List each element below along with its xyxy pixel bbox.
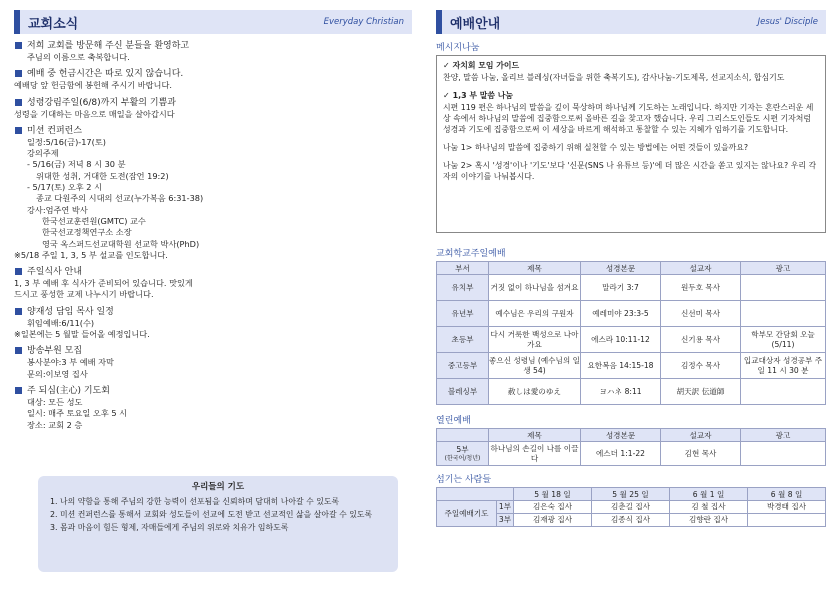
table-row: 블레싱부 赦しは愛のゆえ ヨハネ 8:11 胡天訳 伝道師 <box>437 379 826 405</box>
check-icon: ✓ <box>443 61 450 70</box>
check-icon: ✓ <box>443 91 450 100</box>
school-table <box>436 261 826 405</box>
table-row: 유년부 예수님은 우리의 구원자 예레미야 23:3-5 신선미 목사 <box>437 301 826 327</box>
table-row: 초등부 다시 거룩한 백성으로 나아가요 에스라 10:11-12 신기용 목사 학부모 간담회 오늘(5/11) <box>437 327 826 353</box>
guide-title: 자치회 모임 가이드 <box>452 61 520 70</box>
message-section-title: 메시지나눔 <box>436 43 480 53</box>
table-header: 6 월 1 일 <box>670 488 748 501</box>
news-subtitle: Everyday Christian <box>323 17 404 27</box>
worship-title: 예배안내 <box>450 16 501 32</box>
bullet-square-icon <box>15 42 22 49</box>
open-section-title: 열린예배 <box>436 416 471 426</box>
bullet-square-icon <box>15 387 22 394</box>
table-row: 유치부 거짓 없이 하나님을 섬겨요 말라기 3:7 원두호 목사 <box>437 275 826 301</box>
message-box <box>436 55 826 233</box>
table-row: 5부 (한국어/청년) 하나님의 손길이 나를 이끌다 에스더 1:1-22 김현 목사 <box>437 442 826 466</box>
prayer-title: 우리들의 기도 <box>191 482 245 492</box>
news-item-mission-conference: 미션 컨퍼런스 일정:5/16(금)-17(토) 강의주제 - 5/16(금) 저녁 8 시 30 분 위대한 성취, 거대한 도전(잠언 19:2) - 5/17(토) 오후 2 시 종교 다원주의 시대의 선교(누가복음 6:31-38) 강사:엄주연 박사 한국선교훈련원(GMTC) 교수 한국선교정책연구소 소장 영국 옥스퍼드선교대학원 선교학 박사(PhD) ※5/18 주일 1, 3, 5 부 설교를 인도합니다. <box>14 125 204 260</box>
verse-title: 1,3 부 말씀 나눔 <box>452 91 513 100</box>
question-2: 나눔 2> 혹시 '성경'이나 '기도'보다 '신문(SNS 나 유튜브 등)'에 더 많은 시간을 쏟고 있지는 않나요? 우리 각자의 이야기를 나눠봅시다. <box>443 161 817 181</box>
table-header <box>437 429 489 442</box>
table-header: 성경본문 <box>581 262 661 275</box>
bullet-square-icon <box>15 70 22 77</box>
worship-header <box>436 10 826 34</box>
verse-text: 시편 119 편은 하나님의 말씀을 깊이 묵상하며 하나님께 기도하는 노래입니다. 하지만 기자는 혼란스러운 세상 속에서 하나님의 말씀에 집중함으로써 올바른 길을 찾고자 했습니다. 우리 그리스도인들도 시편 기자처럼 성경과 기도에 집중함으로써 이 세상을 바르게 해석하고 통찰할 수 있는 지혜가 임하기를 기도합니다. <box>443 103 814 134</box>
school-section-title: 교회학교주일예배 <box>436 249 506 259</box>
table-header: 6 월 8 일 <box>748 488 826 501</box>
table-header: 5 월 25 일 <box>592 488 670 501</box>
table-header: 제목 <box>489 262 581 275</box>
table-header: 5 월 18 일 <box>514 488 592 501</box>
worship-guide <box>436 40 826 527</box>
bullet-square-icon <box>15 308 22 315</box>
table-header: 설교자 <box>661 262 741 275</box>
servers-table <box>436 487 826 527</box>
news-item-pentecost: 성령강림주일(6/8)까지 부활의 기쁨과 성령을 기대하는 마음으로 매일을 살아갑시다 <box>14 97 176 119</box>
bullet-square-icon <box>15 99 22 106</box>
news-header <box>14 10 412 34</box>
table-row: 주일예배기도 1부 김은숙 집사 김춘길 집사 김 철 집사 박경태 집사 <box>437 501 826 514</box>
table-header: 제목 <box>489 429 581 442</box>
table-header: 설교자 <box>661 429 741 442</box>
table-header: 성경본문 <box>581 429 661 442</box>
news-item-pastor-schedule: 양재성 담임 목사 일정 휘임예배:6/11(수) ※일본에는 5 월말 들어올 예정입니다. <box>14 306 150 340</box>
servers-section-title: 섬기는 사람들 <box>436 475 492 485</box>
table-row: 중고등부 좋으신 성령님 (예수님의 일생 54) 요한복음 14:15-18 김정수 목사 입교대상자 성경공부 주일 11 시 30 분 <box>437 353 826 379</box>
open-worship-table <box>436 428 826 466</box>
church-news <box>14 40 414 436</box>
news-item-offering: 예배 중 헌금시간은 따로 있지 않습니다. 예배당 앞 헌금함에 봉헌해 주시기 바랍니다. <box>14 69 184 91</box>
table-header: 광고 <box>741 262 826 275</box>
news-item-meal: 주일식사 안내 1, 3 부 예배 후 식사가 준비되어 있습니다. 맛있게 드시고 풍성한 교제 나누시기 바랍니다. <box>14 267 193 300</box>
worship-subtitle: Jesus' Disciple <box>757 17 818 27</box>
bullet-square-icon <box>15 347 22 354</box>
table-header: 부서 <box>437 262 489 275</box>
prayer-item: 2. 미션 컨퍼런스를 통해서 교회와 성도들이 선교에 도전 받고 선교적인 삶을 살아갈 수 있도록 <box>50 510 373 519</box>
prayer-item: 3. 몸과 마음이 힘든 형제, 자매들에게 주님의 위로와 치유가 임하도록 <box>50 523 289 532</box>
prayer-box <box>38 476 398 572</box>
prayer-item: 1. 나의 약함을 통해 주님의 강한 능력이 선포됨을 신뢰하며 담대히 나아갈 수 있도록 <box>50 497 340 506</box>
news-item-broadcast: 방송부원 모집 봉사분야:3 부 예배 자막 문의:이보영 집사 <box>14 345 414 380</box>
table-row: 3부 김재광 집사 김종식 집사 김향란 집사 <box>437 514 826 527</box>
table-header: 광고 <box>741 429 826 442</box>
question-1: 나눔 1> 하나님의 말씀에 집중하기 위해 실천할 수 있는 방법에는 어떤 것들이 있을까요? <box>443 143 749 152</box>
bullet-square-icon <box>15 127 22 134</box>
bullet-square-icon <box>15 268 22 275</box>
news-title: 교회소식 <box>28 16 79 32</box>
news-item-prayer-meeting: 주 되심(主心) 기도회 대상: 모든 성도 일시: 매주 토요일 오후 5 시 장소: 교회 2 층 <box>14 385 414 431</box>
news-item-welcome: 저희 교회를 방문해 주신 분들을 환영하고 주님의 이름으로 축복합니다. <box>14 40 414 63</box>
guide-text: 찬양, 말씀 나눔, 올리브 블레싱(자녀들을 위한 축복기도), 감사나눔-기도제목, 선교지소식, 합심기도 <box>443 73 785 82</box>
